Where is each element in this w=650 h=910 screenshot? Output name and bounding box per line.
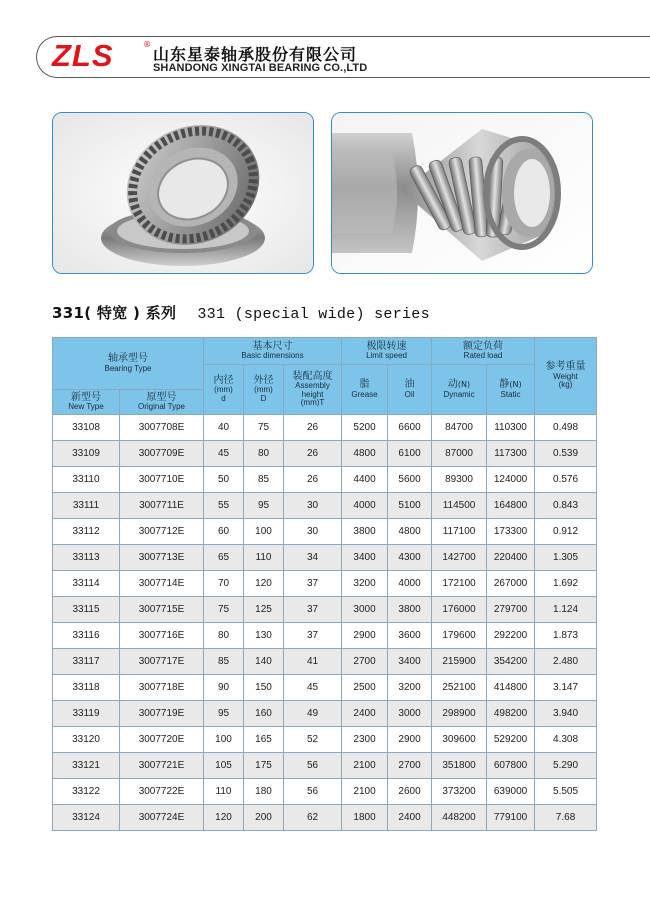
cell-weight: 0.539 [535, 441, 597, 467]
cell-assembly-height: 30 [284, 493, 342, 519]
cell-static-load: 779100 [487, 805, 535, 831]
cell-dynamic-load: 373200 [432, 779, 487, 805]
cell-outer-diameter: 175 [244, 753, 284, 779]
cell-inner-diameter: 40 [204, 415, 244, 441]
cell-assembly-height: 37 [284, 597, 342, 623]
table-row [53, 779, 597, 805]
cell-assembly-height: 26 [284, 441, 342, 467]
company-logo: ZLS [52, 38, 114, 73]
cell-original-type: 3007709E [120, 441, 204, 467]
cell-static-load: 110300 [487, 415, 535, 441]
cell-inner-diameter: 70 [204, 571, 244, 597]
bearing-photo-right [331, 112, 593, 274]
cell-static-load: 267000 [487, 571, 535, 597]
cell-assembly-height: 26 [284, 415, 342, 441]
cell-static-load: 220400 [487, 545, 535, 571]
cell-grease-speed: 4400 [342, 467, 388, 493]
cell-new-type: 33119 [53, 701, 120, 727]
cell-new-type: 33110 [53, 467, 120, 493]
cell-inner-diameter: 95 [204, 701, 244, 727]
cell-outer-diameter: 150 [244, 675, 284, 701]
tapered-roller-bearing-closeup-image [332, 113, 593, 274]
cell-new-type: 33114 [53, 571, 120, 597]
header-rated-load: 额定负荷 Rated load [432, 338, 535, 365]
cell-outer-diameter: 200 [244, 805, 284, 831]
cell-dynamic-load: 351800 [432, 753, 487, 779]
table-row [53, 415, 597, 441]
cell-grease-speed: 2900 [342, 623, 388, 649]
table-row [53, 571, 597, 597]
table-row [53, 623, 597, 649]
cell-assembly-height: 26 [284, 467, 342, 493]
cell-grease-speed: 5200 [342, 415, 388, 441]
cell-outer-diameter: 165 [244, 727, 284, 753]
cell-static-load: 173300 [487, 519, 535, 545]
cell-inner-diameter: 120 [204, 805, 244, 831]
cell-oil-speed: 6600 [388, 415, 432, 441]
cell-grease-speed: 2400 [342, 701, 388, 727]
cell-grease-speed: 4800 [342, 441, 388, 467]
company-name-cn: 山东星泰轴承股份有限公司 [153, 45, 358, 64]
header-original-type: 原型号 Original Type [120, 390, 204, 415]
cell-inner-diameter: 65 [204, 545, 244, 571]
cell-assembly-height: 52 [284, 727, 342, 753]
cell-assembly-height: 56 [284, 779, 342, 805]
cell-static-load: 529200 [487, 727, 535, 753]
table-row [53, 545, 597, 571]
cell-oil-speed: 3000 [388, 701, 432, 727]
cell-dynamic-load: 179600 [432, 623, 487, 649]
cell-outer-diameter: 95 [244, 493, 284, 519]
series-title [52, 302, 430, 323]
registered-mark: ® [143, 40, 151, 49]
header-dynamic: 动(N) Dynamic [432, 365, 487, 415]
cell-original-type: 3007721E [120, 753, 204, 779]
cell-oil-speed: 2600 [388, 779, 432, 805]
cell-dynamic-load: 89300 [432, 467, 487, 493]
cell-oil-speed: 3800 [388, 597, 432, 623]
cell-oil-speed: 3600 [388, 623, 432, 649]
cell-oil-speed: 4300 [388, 545, 432, 571]
cell-oil-speed: 5600 [388, 467, 432, 493]
header-grease: 脂 Grease [342, 365, 388, 415]
cell-inner-diameter: 110 [204, 779, 244, 805]
cell-assembly-height: 62 [284, 805, 342, 831]
bearing-photo-left [52, 112, 314, 274]
cell-original-type: 3007711E [120, 493, 204, 519]
cell-original-type: 3007710E [120, 467, 204, 493]
header-new-type: 新型号 New Type [53, 390, 120, 415]
cell-assembly-height: 34 [284, 545, 342, 571]
cell-original-type: 3007715E [120, 597, 204, 623]
cell-outer-diameter: 120 [244, 571, 284, 597]
cell-original-type: 3007714E [120, 571, 204, 597]
table-row [53, 519, 597, 545]
cell-grease-speed: 2300 [342, 727, 388, 753]
cell-dynamic-load: 176000 [432, 597, 487, 623]
cell-inner-diameter: 80 [204, 623, 244, 649]
cell-outer-diameter: 140 [244, 649, 284, 675]
cell-weight: 5.505 [535, 779, 597, 805]
header-assembly-height: 装配高度 Assembly height (mm)T [284, 365, 342, 415]
cell-weight: 0.576 [535, 467, 597, 493]
cell-static-load: 639000 [487, 779, 535, 805]
bearing-spec-table [52, 337, 597, 831]
cell-grease-speed: 2100 [342, 779, 388, 805]
header-basic-dimensions: 基本尺寸 Basic dimensions [204, 338, 342, 365]
tapered-roller-bearing-overview-image [53, 113, 314, 274]
cell-new-type: 33111 [53, 493, 120, 519]
cell-dynamic-load: 172100 [432, 571, 487, 597]
cell-dynamic-load: 84700 [432, 415, 487, 441]
cell-static-load: 414800 [487, 675, 535, 701]
cell-static-load: 607800 [487, 753, 535, 779]
cell-outer-diameter: 130 [244, 623, 284, 649]
cell-oil-speed: 4800 [388, 519, 432, 545]
cell-weight: 1.692 [535, 571, 597, 597]
cell-weight: 0.498 [535, 415, 597, 441]
cell-assembly-height: 30 [284, 519, 342, 545]
table-row [53, 441, 597, 467]
cell-oil-speed: 4000 [388, 571, 432, 597]
header-outer-diameter: 外径 (mm) D [244, 365, 284, 415]
cell-oil-speed: 3200 [388, 675, 432, 701]
header-weight: 参考重量 Weight (kg) [535, 338, 597, 415]
cell-static-load: 279700 [487, 597, 535, 623]
header-inner-diameter: 内径 (mm) d [204, 365, 244, 415]
cell-dynamic-load: 117100 [432, 519, 487, 545]
cell-new-type: 33124 [53, 805, 120, 831]
cell-weight: 0.912 [535, 519, 597, 545]
cell-outer-diameter: 75 [244, 415, 284, 441]
cell-outer-diameter: 85 [244, 467, 284, 493]
cell-original-type: 3007722E [120, 779, 204, 805]
cell-dynamic-load: 252100 [432, 675, 487, 701]
cell-oil-speed: 3400 [388, 649, 432, 675]
cell-inner-diameter: 75 [204, 597, 244, 623]
cell-new-type: 33117 [53, 649, 120, 675]
cell-original-type: 3007708E [120, 415, 204, 441]
cell-assembly-height: 41 [284, 649, 342, 675]
cell-grease-speed: 3400 [342, 545, 388, 571]
cell-inner-diameter: 105 [204, 753, 244, 779]
cell-outer-diameter: 100 [244, 519, 284, 545]
cell-new-type: 33108 [53, 415, 120, 441]
cell-original-type: 3007716E [120, 623, 204, 649]
cell-original-type: 3007717E [120, 649, 204, 675]
header-bearing-type: 轴承型号 Bearing Type [53, 338, 204, 390]
cell-original-type: 3007720E [120, 727, 204, 753]
cell-grease-speed: 1800 [342, 805, 388, 831]
cell-weight: 1.124 [535, 597, 597, 623]
cell-weight: 4.308 [535, 727, 597, 753]
cell-new-type: 33122 [53, 779, 120, 805]
cell-oil-speed: 5100 [388, 493, 432, 519]
cell-weight: 0.843 [535, 493, 597, 519]
cell-inner-diameter: 85 [204, 649, 244, 675]
cell-dynamic-load: 87000 [432, 441, 487, 467]
cell-weight: 1.873 [535, 623, 597, 649]
cell-outer-diameter: 80 [244, 441, 284, 467]
cell-original-type: 3007718E [120, 675, 204, 701]
cell-grease-speed: 3800 [342, 519, 388, 545]
cell-assembly-height: 49 [284, 701, 342, 727]
cell-dynamic-load: 309600 [432, 727, 487, 753]
table-row [53, 675, 597, 701]
cell-outer-diameter: 125 [244, 597, 284, 623]
table-row [53, 467, 597, 493]
table-row [53, 597, 597, 623]
cell-outer-diameter: 180 [244, 779, 284, 805]
header-limit-speed: 极限转速 Limit speed [342, 338, 432, 365]
cell-assembly-height: 37 [284, 571, 342, 597]
cell-oil-speed: 6100 [388, 441, 432, 467]
cell-original-type: 3007712E [120, 519, 204, 545]
cell-inner-diameter: 100 [204, 727, 244, 753]
cell-new-type: 33115 [53, 597, 120, 623]
cell-static-load: 124000 [487, 467, 535, 493]
cell-new-type: 33116 [53, 623, 120, 649]
table-row [53, 701, 597, 727]
cell-static-load: 164800 [487, 493, 535, 519]
cell-weight: 3.940 [535, 701, 597, 727]
cell-static-load: 498200 [487, 701, 535, 727]
header-static: 静(N) Static [487, 365, 535, 415]
series-title-en: 331 (special wide) series [197, 306, 430, 323]
company-name-en: SHANDONG XINGTAI BEARING CO.,LTD [153, 62, 368, 74]
cell-dynamic-load: 142700 [432, 545, 487, 571]
cell-outer-diameter: 110 [244, 545, 284, 571]
spec-table-body [53, 415, 597, 831]
cell-weight: 1.305 [535, 545, 597, 571]
cell-inner-diameter: 45 [204, 441, 244, 467]
cell-grease-speed: 2100 [342, 753, 388, 779]
cell-assembly-height: 56 [284, 753, 342, 779]
cell-weight: 2.480 [535, 649, 597, 675]
cell-inner-diameter: 90 [204, 675, 244, 701]
cell-original-type: 3007724E [120, 805, 204, 831]
cell-grease-speed: 2700 [342, 649, 388, 675]
cell-grease-speed: 2500 [342, 675, 388, 701]
cell-dynamic-load: 114500 [432, 493, 487, 519]
table-row [53, 727, 597, 753]
cell-inner-diameter: 55 [204, 493, 244, 519]
cell-grease-speed: 3200 [342, 571, 388, 597]
cell-new-type: 33112 [53, 519, 120, 545]
cell-static-load: 292200 [487, 623, 535, 649]
cell-assembly-height: 37 [284, 623, 342, 649]
cell-outer-diameter: 160 [244, 701, 284, 727]
cell-original-type: 3007719E [120, 701, 204, 727]
table-row [53, 805, 597, 831]
cell-oil-speed: 2700 [388, 753, 432, 779]
cell-dynamic-load: 215900 [432, 649, 487, 675]
table-row [53, 649, 597, 675]
cell-inner-diameter: 50 [204, 467, 244, 493]
cell-weight: 5.290 [535, 753, 597, 779]
cell-dynamic-load: 448200 [432, 805, 487, 831]
series-title-cn: 331( 特宽 ) 系列 [52, 304, 177, 322]
cell-grease-speed: 3000 [342, 597, 388, 623]
cell-static-load: 117300 [487, 441, 535, 467]
cell-dynamic-load: 298900 [432, 701, 487, 727]
cell-oil-speed: 2900 [388, 727, 432, 753]
cell-original-type: 3007713E [120, 545, 204, 571]
cell-weight: 7.68 [535, 805, 597, 831]
cell-new-type: 33121 [53, 753, 120, 779]
table-row [53, 753, 597, 779]
cell-grease-speed: 4000 [342, 493, 388, 519]
cell-new-type: 33118 [53, 675, 120, 701]
cell-new-type: 33109 [53, 441, 120, 467]
table-row [53, 493, 597, 519]
cell-assembly-height: 45 [284, 675, 342, 701]
cell-inner-diameter: 60 [204, 519, 244, 545]
cell-new-type: 33120 [53, 727, 120, 753]
cell-new-type: 33113 [53, 545, 120, 571]
cell-static-load: 354200 [487, 649, 535, 675]
cell-weight: 3.147 [535, 675, 597, 701]
cell-oil-speed: 2400 [388, 805, 432, 831]
header-oil: 油 Oil [388, 365, 432, 415]
